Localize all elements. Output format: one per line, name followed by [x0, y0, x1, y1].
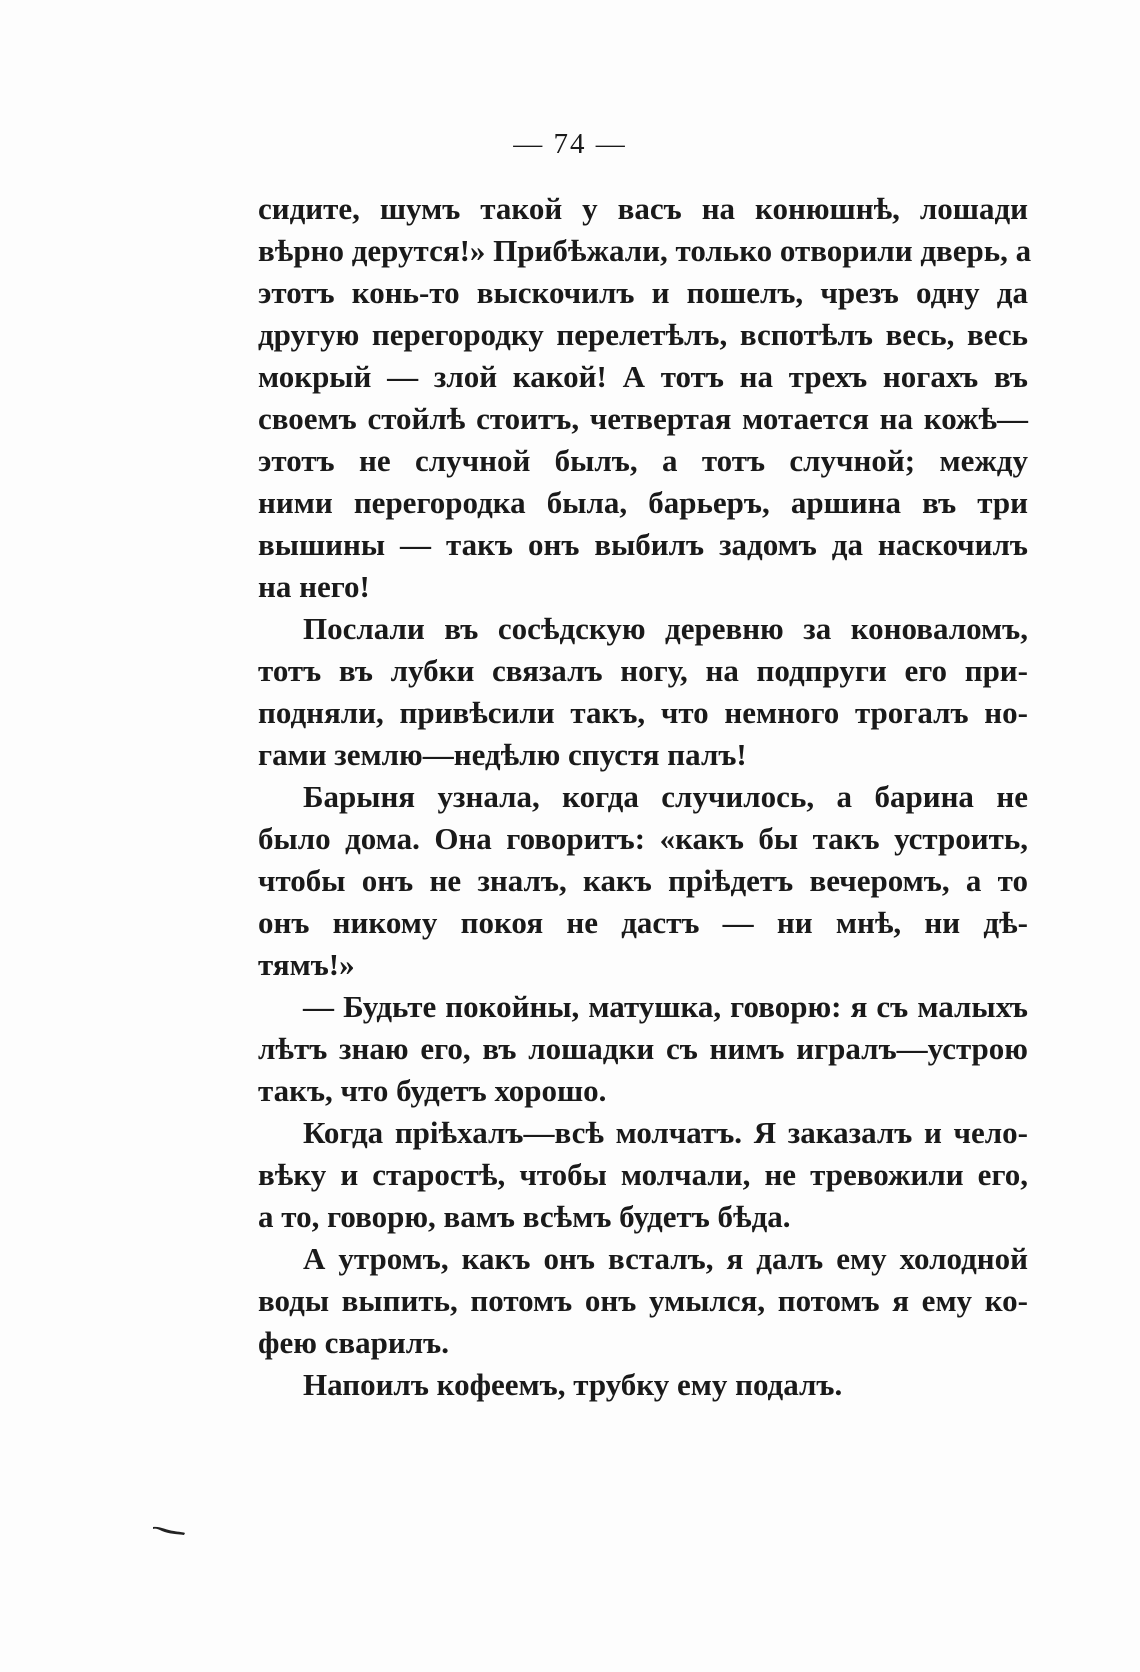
text-line: вѣрно дерутся!» Прибѣжали, только отворили дверь, а — [258, 233, 1032, 268]
paragraph-3 — [258, 776, 1028, 986]
text-line: а то, говорю, вамъ всѣмъ будетъ бѣда. — [258, 1199, 791, 1234]
text-line: было дома. Она говоритъ: «какъ бы такъ устроить, — [258, 821, 1028, 856]
text-line: этотъ не случной былъ, а тотъ случной; между — [258, 443, 1028, 478]
text-line: онъ никому покоя не дастъ — ни мнѣ, ни дѣ- — [258, 905, 1028, 940]
page-number: — 74 — — [513, 128, 627, 160]
paragraph-6 — [258, 1238, 1028, 1364]
text-line: чтобы онъ не зналъ, какъ прiѣдетъ вечеромъ, а то — [258, 863, 1028, 898]
text-line: лѣтъ знаю его, въ лошадки съ нимъ игралъ—устрою — [258, 1031, 1028, 1066]
paragraph-7 — [258, 1364, 1028, 1406]
ink-smudge-mark — [152, 1524, 186, 1536]
text-line: тотъ въ лубки связалъ ногу, на подпруги его при- — [258, 653, 1028, 688]
text-line: Барыня узнала, когда случилось, а барина не — [303, 779, 1028, 814]
text-line: воды выпить, потомъ онъ умылся, потомъ я ему ко- — [258, 1283, 1028, 1318]
text-line: Напоилъ кофеемъ, трубку ему подалъ. — [303, 1367, 843, 1402]
text-line: своемъ стойлѣ стоитъ, четвертая мотается на кожѣ— — [258, 401, 1028, 436]
paragraph-2 — [258, 608, 1028, 776]
text-line: подняли, привѣсили такъ, что немного трогалъ но- — [258, 695, 1028, 730]
paragraph-1 — [258, 188, 1032, 608]
paragraph-4 — [258, 986, 1028, 1112]
text-line: — Будьте покойны, матушка, говорю: я съ малыхъ — [303, 989, 1028, 1024]
body-text — [258, 188, 1032, 1406]
ink-smudge-icon — [152, 1524, 186, 1536]
text-line: гами землю—недѣлю спустя палъ! — [258, 737, 747, 772]
text-line: тямъ!» — [258, 947, 355, 982]
text-line: Послали въ сосѣдскую деревню за коноваломъ, — [303, 611, 1028, 646]
text-line: другую перегородку перелетѣлъ, вспотѣлъ весь, весь — [258, 317, 1028, 352]
text-line: вышины — такъ онъ выбилъ задомъ да наскочилъ — [258, 527, 1028, 562]
text-line: ними перегородка была, барьеръ, аршина въ три — [258, 485, 1028, 520]
text-line: фею сварилъ. — [258, 1325, 449, 1360]
paragraph-5 — [258, 1112, 1028, 1238]
text-line: вѣку и старостѣ, чтобы молчали, не тревожили его, — [258, 1157, 1028, 1192]
text-line: мокрый — злой какой! А тотъ на трехъ ногахъ въ — [258, 359, 1028, 394]
text-line: сидите, шумъ такой у васъ на конюшнѣ, лошади — [258, 191, 1028, 226]
text-line: А утромъ, какъ онъ всталъ, я далъ ему холодной — [303, 1241, 1028, 1276]
text-line: на него! — [258, 569, 370, 604]
text-line: такъ, что будетъ хорошо. — [258, 1073, 607, 1108]
text-line: этотъ конь-то выскочилъ и пошелъ, чрезъ одну да — [258, 275, 1028, 310]
text-line: Когда прiѣхалъ—всѣ молчатъ. Я заказалъ и чело- — [303, 1115, 1028, 1150]
